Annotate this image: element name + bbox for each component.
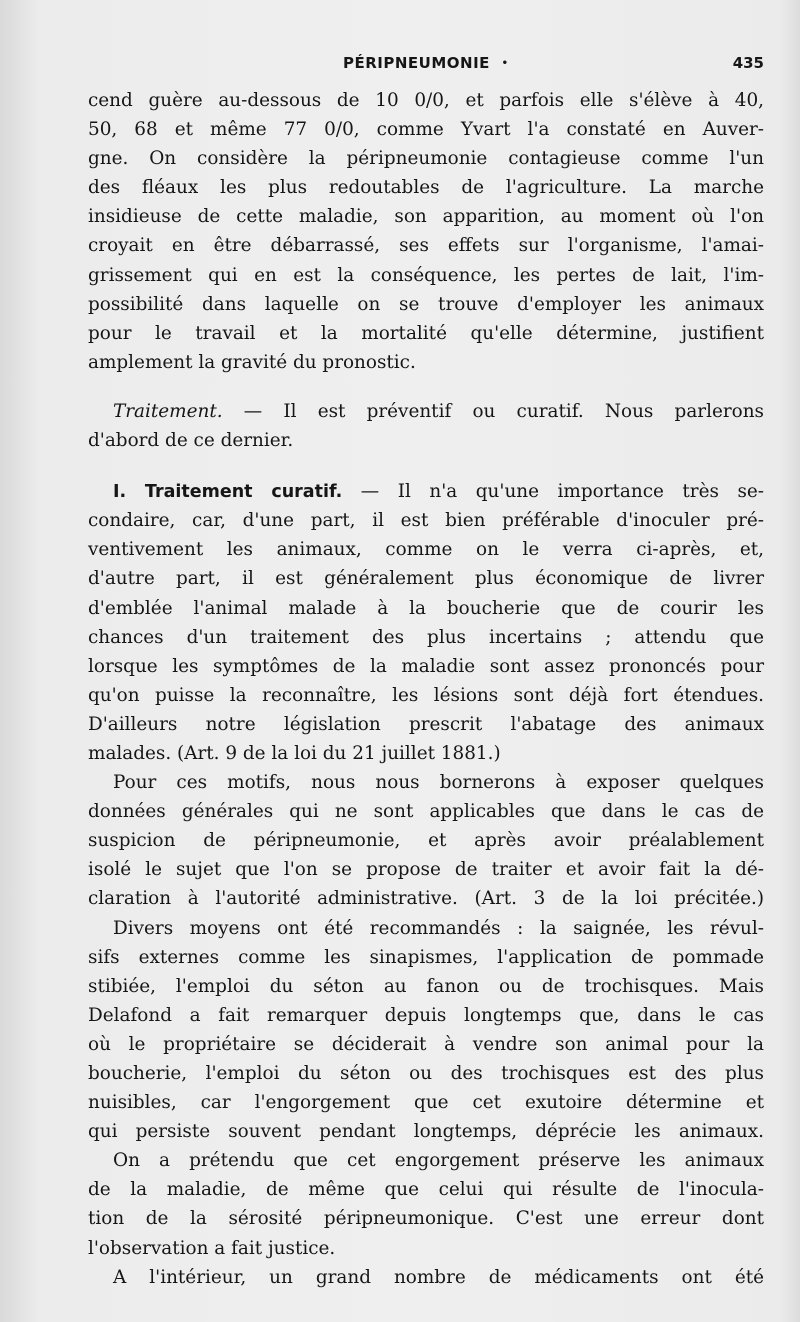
text-line: insidieuse de cette maladie, son apparition, au moment où l'on xyxy=(88,206,764,228)
text-line: gne. On considère la péripneumonie contagieuse comme l'un xyxy=(88,148,764,170)
text-line: Pour ces motifs, nous nous bornerons à exposer quelques xyxy=(113,772,764,794)
text-line: pour le travail et la mortalité qu'elle détermine, justifient xyxy=(88,322,764,344)
text-line: amplement la gravité du pronostic. xyxy=(88,351,416,373)
text-line: D'ailleurs notre législation prescrit l'abatage des animaux xyxy=(88,713,764,735)
text-line: l'observation a fait justice. xyxy=(88,1237,336,1259)
text-line: où le propriétaire se déciderait à vendre son animal pour la xyxy=(88,1033,764,1055)
text-line: lorsque les symptômes de la maladie sont assez prononcés pour xyxy=(88,655,764,677)
text-line: qui persiste souvent pendant longtemps, déprécie les animaux. xyxy=(88,1121,764,1143)
text-line: croyait en être débarrassé, ses effets sur l'organisme, l'amai- xyxy=(88,235,764,257)
section-curative-treatment xyxy=(88,477,764,768)
text-line: condaire, car, d'une part, il est bien préférable d'inoculer pré- xyxy=(88,510,764,532)
text-line: sifs externes comme les sinapismes, l'application de pommade xyxy=(88,946,764,968)
text-line: chances d'un traitement des plus incertains ; attendu que xyxy=(88,626,764,648)
treatment-intro-text: — Il est préventif ou curatif. Nous parlerons xyxy=(222,400,764,422)
paragraph-motifs xyxy=(88,768,764,913)
text-line: possibilité dans laquelle on se trouve d'employer les animaux xyxy=(88,293,764,315)
text-line: cend guère au-dessous de 10 0/0, et parfois elle s'élève à 40, xyxy=(88,90,764,111)
text-line: suspicion de péripneumonie, et après avoir préalablement xyxy=(88,830,764,852)
text-line: Delafond a fait remarquer depuis longtemps que, dans le cas xyxy=(88,1004,764,1026)
paragraph-continuation xyxy=(88,86,764,377)
text-line: On a prétendu que cet engorgement préserve les animaux xyxy=(113,1150,764,1172)
text-line: isolé le sujet que l'on se propose de traiter et avoir fait la dé- xyxy=(88,859,764,881)
text-line: grissement qui en est la conséquence, les pertes de lait, l'im- xyxy=(88,264,764,286)
running-title xyxy=(343,54,509,72)
section-heading: I. Traitement curatif. xyxy=(113,482,343,503)
text-line xyxy=(88,397,764,426)
page-number: 435 xyxy=(732,54,764,72)
treatment-heading: Traitement. xyxy=(113,400,223,422)
section-intro-text: — Il n'a qu'une importance très se- xyxy=(342,481,764,503)
paragraph-moyens xyxy=(88,914,764,1147)
header-separator: • xyxy=(501,58,509,69)
text-line: d'emblée l'animal malade à la boucherie que de courir les xyxy=(88,597,764,619)
treatment-intro-paragraph xyxy=(88,397,764,455)
text-line: qu'on puisse la reconnaître, les lésions sont déjà fort étendues. xyxy=(88,684,764,706)
body-text xyxy=(88,86,764,1292)
text-line: nuisibles, car l'engorgement que cet exutoire détermine et xyxy=(88,1092,764,1114)
running-title-text: PÉRIPNEUMONIE xyxy=(343,54,490,72)
text-line: de la maladie, de même que celui qui résulte de l'inocula- xyxy=(88,1179,764,1201)
text-line: A l'intérieur, un grand nombre de médicaments ont été xyxy=(113,1266,764,1288)
text-line: ventivement les animaux, comme on le verra ci-après, et, xyxy=(88,539,764,561)
text-line: Divers moyens ont été recommandés : la saignée, les révul- xyxy=(113,917,764,939)
paragraph-interieur xyxy=(88,1263,764,1292)
text-line: claration à l'autorité administrative. (Art. 3 de la loi précitée.) xyxy=(88,888,764,910)
text-line: tion de la sérosité péripneumonique. C'est une erreur dont xyxy=(88,1208,764,1230)
text-line: boucherie, l'emploi du séton ou des trochisques est des plus xyxy=(88,1063,764,1084)
text-line: données générales qui ne sont applicables que dans le cas de xyxy=(88,801,764,823)
text-line xyxy=(88,477,764,506)
text-line: malades. (Art. 9 de la loi du 21 juillet 1881.) xyxy=(88,742,501,764)
text-line: des fléaux les plus redoutables de l'agriculture. La marche xyxy=(88,177,764,199)
paragraph-pretendu xyxy=(88,1146,764,1262)
text-line: d'autre part, il est généralement plus économique de livrer xyxy=(88,568,764,590)
text-line: d'abord de ce dernier. xyxy=(88,430,294,452)
text-line: 50, 68 et même 77 0/0, comme Yvart l'a constaté en Auver- xyxy=(88,119,764,141)
text-line: stibiée, l'emploi du séton au fanon ou de trochisques. Mais xyxy=(88,975,764,997)
page-header xyxy=(88,54,766,84)
